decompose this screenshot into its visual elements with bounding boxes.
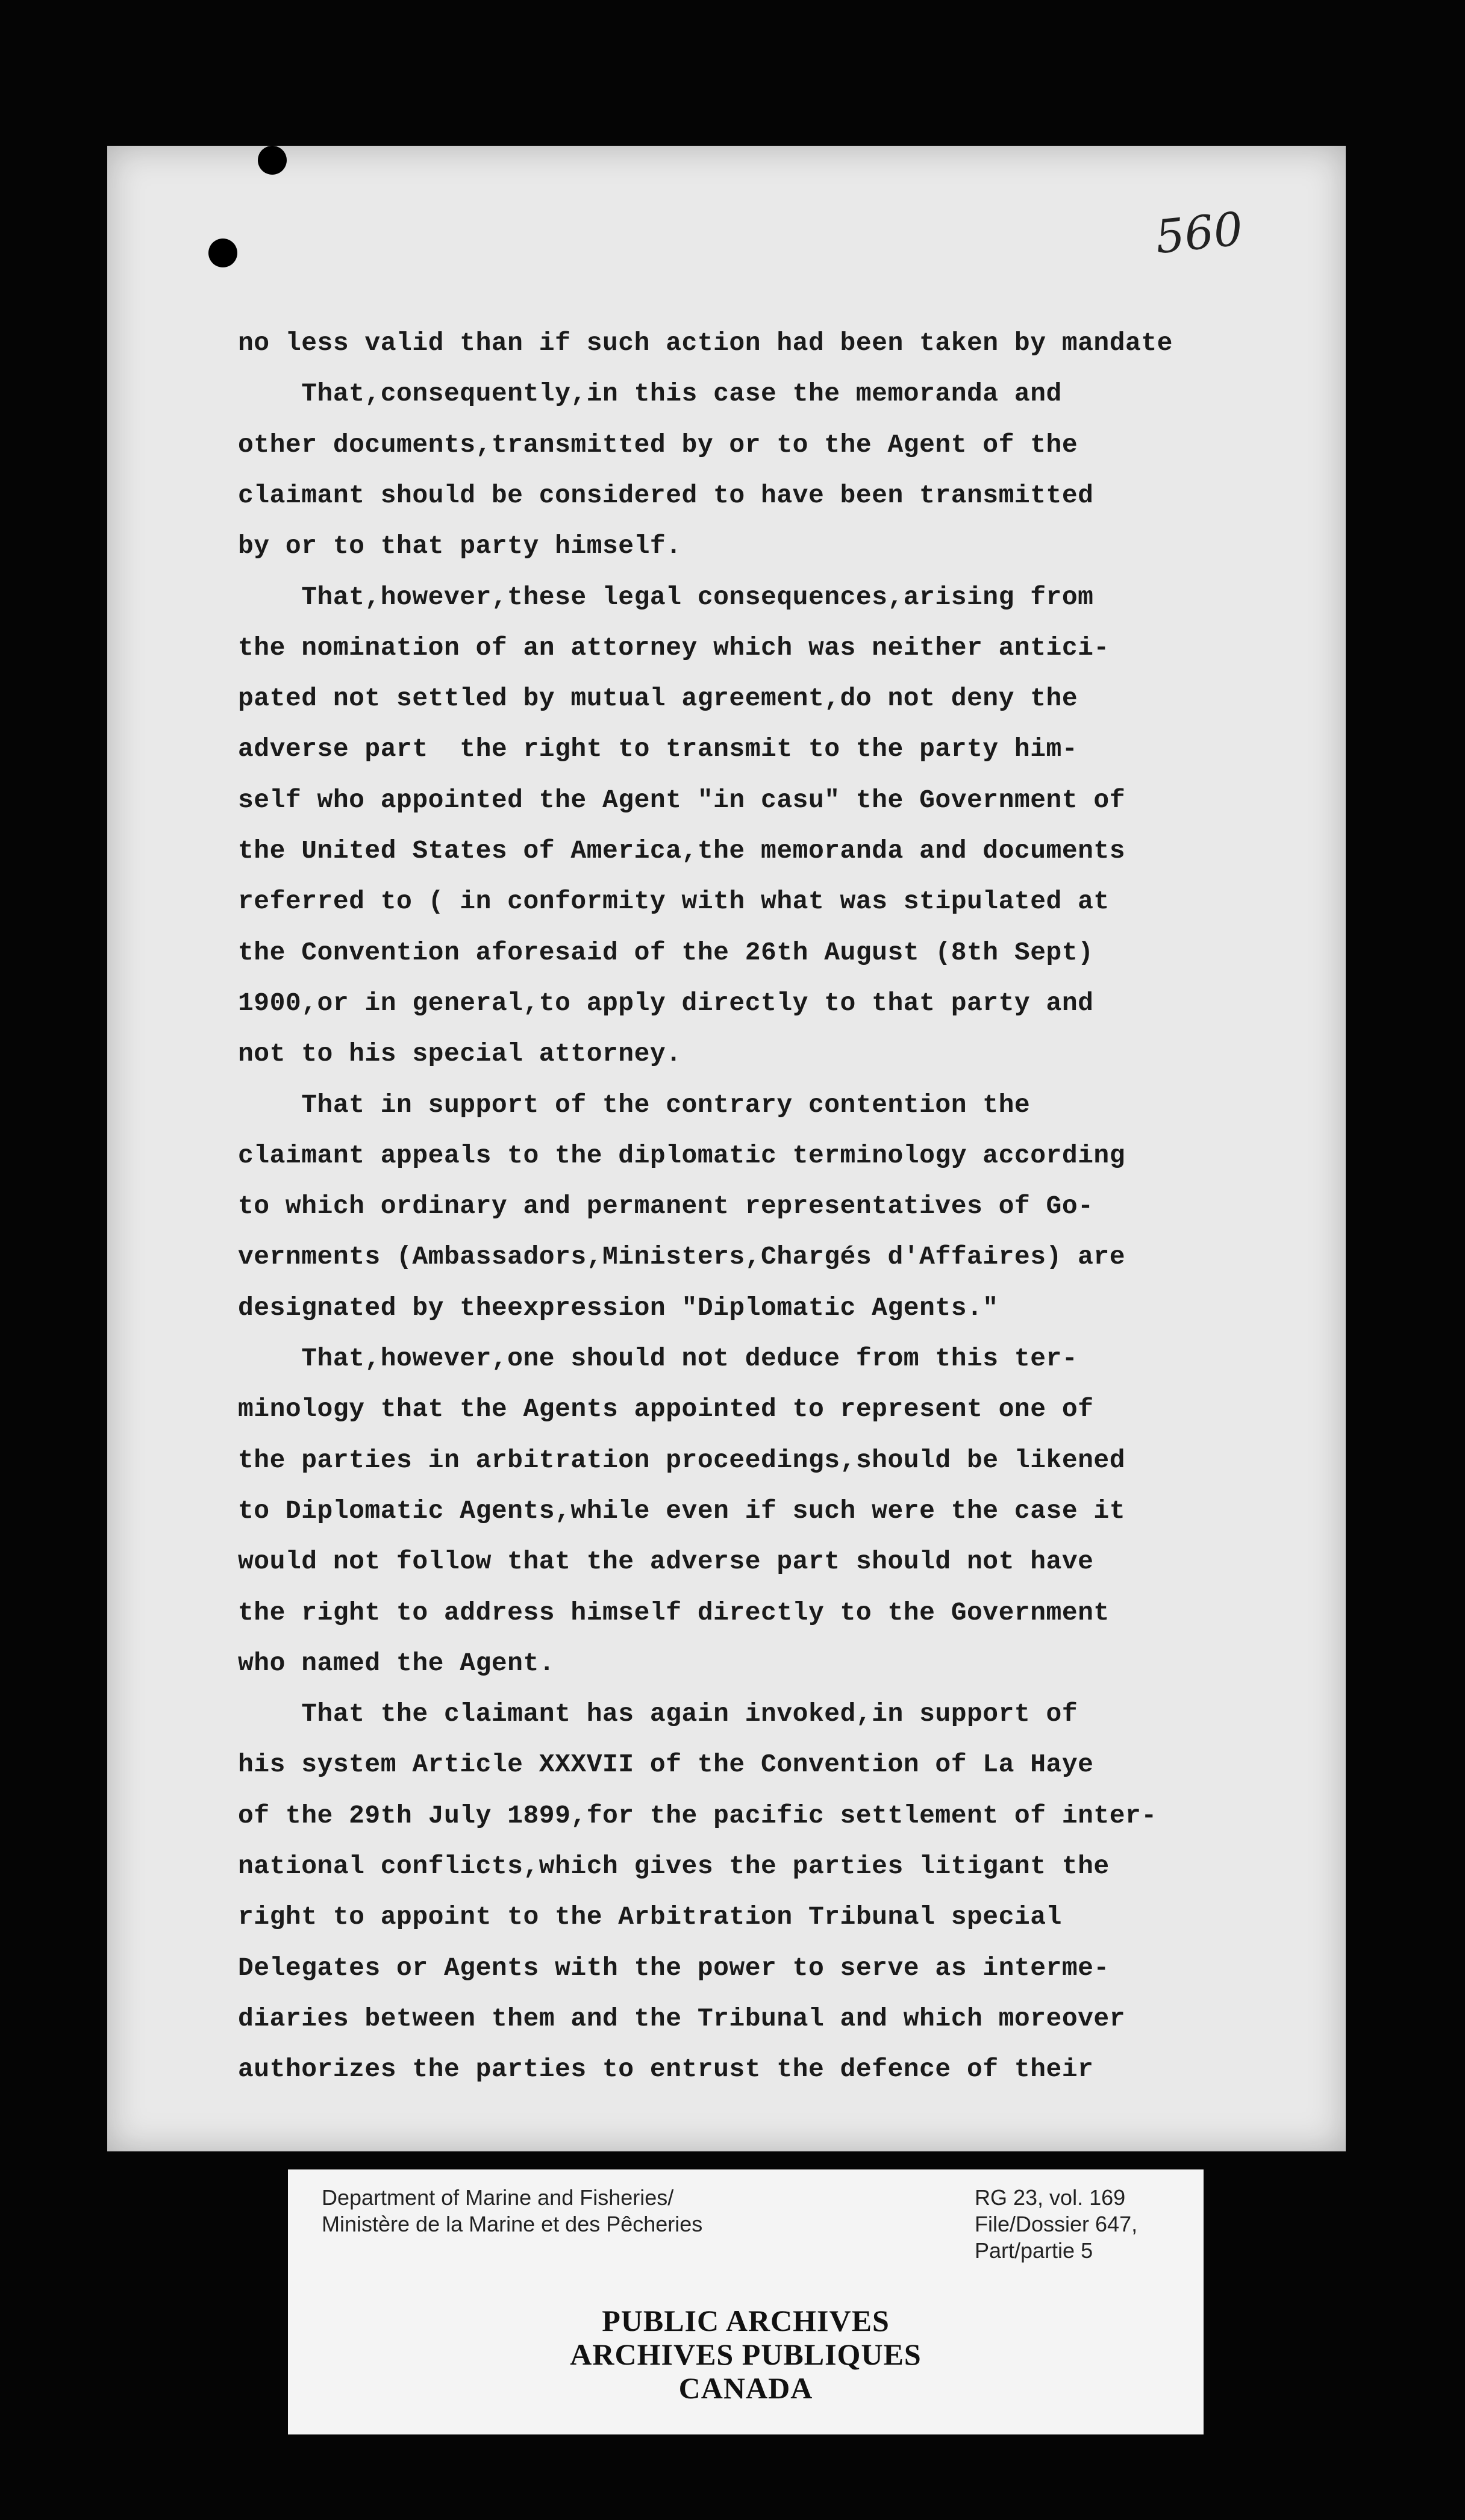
text-line: other documents,transmitted by or to the Agent of the (238, 430, 1078, 460)
text-line: to which ordinary and permanent representatives of Go- (238, 1191, 1094, 1221)
text-line: That the claimant has again invoked,in support of (238, 1699, 1078, 1729)
text-line: by or to that party himself. (238, 531, 682, 561)
file-ref: File/Dossier 647, (975, 2212, 1138, 2236)
record-group-ref: RG 23, vol. 169 (975, 2185, 1126, 2210)
text-line: That,however,one should not deduce from this ter- (238, 1344, 1078, 1373)
text-line: That in support of the contrary contention the (238, 1090, 1031, 1120)
text-line: authorizes the parties to entrust the defence of their (238, 2054, 1094, 2084)
part-ref: Part/partie 5 (975, 2238, 1093, 2263)
text-line: who named the Agent. (238, 1648, 555, 1678)
text-line: the Convention aforesaid of the 26th August (8th Sept) (238, 938, 1094, 967)
text-line: of the 29th July 1899,for the pacific settlement of inter- (238, 1801, 1157, 1830)
text-line: claimant appeals to the diplomatic terminology according (238, 1141, 1126, 1170)
text-line: claimant should be considered to have been transmitted (238, 481, 1094, 510)
text-line: national conflicts,which gives the parties litigant the (238, 1851, 1110, 1881)
punch-hole-icon (208, 239, 237, 267)
text-line: would not follow that the adverse part should not have (238, 1547, 1094, 1576)
text-line: minology that the Agents appointed to represent one of (238, 1394, 1094, 1424)
department-english: Department of Marine and Fisheries/ (322, 2185, 674, 2210)
text-line: referred to ( in conformity with what was stipulated at (238, 887, 1110, 916)
text-line: designated by theexpression "Diplomatic Agents." (238, 1293, 999, 1323)
text-line: That,however,these legal consequences,arising from (238, 582, 1094, 612)
country-name: CANADA (678, 2371, 813, 2405)
department-french: Ministère de la Marine et des Pêcheries (322, 2212, 703, 2236)
text-line: to Diplomatic Agents,while even if such were the case it (238, 1496, 1126, 1526)
text-line: 1900,or in general,to apply directly to that party and (238, 988, 1094, 1018)
text-line: Delegates or Agents with the power to serve as interme- (238, 1953, 1110, 1983)
handwritten-page-number: 560 (1152, 201, 1246, 264)
punch-hole-icon (258, 146, 287, 175)
text-line: the nomination of an attorney which was neither antici- (238, 633, 1110, 663)
text-line: no less valid than if such action had been taken by mandate (238, 328, 1173, 358)
text-line: not to his special attorney. (238, 1039, 682, 1068)
archives-french: ARCHIVES PUBLIQUES (570, 2338, 922, 2371)
text-line: adverse part the right to transmit to the party him- (238, 734, 1078, 764)
text-line: That,consequently,in this case the memoranda and (238, 379, 1062, 408)
text-line: self who appointed the Agent "in casu" the Government of (238, 785, 1126, 815)
text-line: his system Article XXXVII of the Convention of La Haye (238, 1750, 1094, 1779)
text-line: right to appoint to the Arbitration Tribunal special (238, 1902, 1062, 1932)
text-line: vernments (Ambassadors,Ministers,Chargés d'Affaires) are (238, 1242, 1126, 1271)
text-line: pated not settled by mutual agreement,do not deny the (238, 684, 1078, 713)
archive-reference-label (288, 2169, 1204, 2434)
text-line: the parties in arbitration proceedings,should be likened (238, 1446, 1126, 1475)
archives-english: PUBLIC ARCHIVES (602, 2304, 890, 2338)
text-line: diaries between them and the Tribunal and which moreover (238, 2004, 1126, 2033)
text-line: the right to address himself directly to the Government (238, 1598, 1110, 1627)
text-line: the United States of America,the memoranda and documents (238, 836, 1126, 865)
